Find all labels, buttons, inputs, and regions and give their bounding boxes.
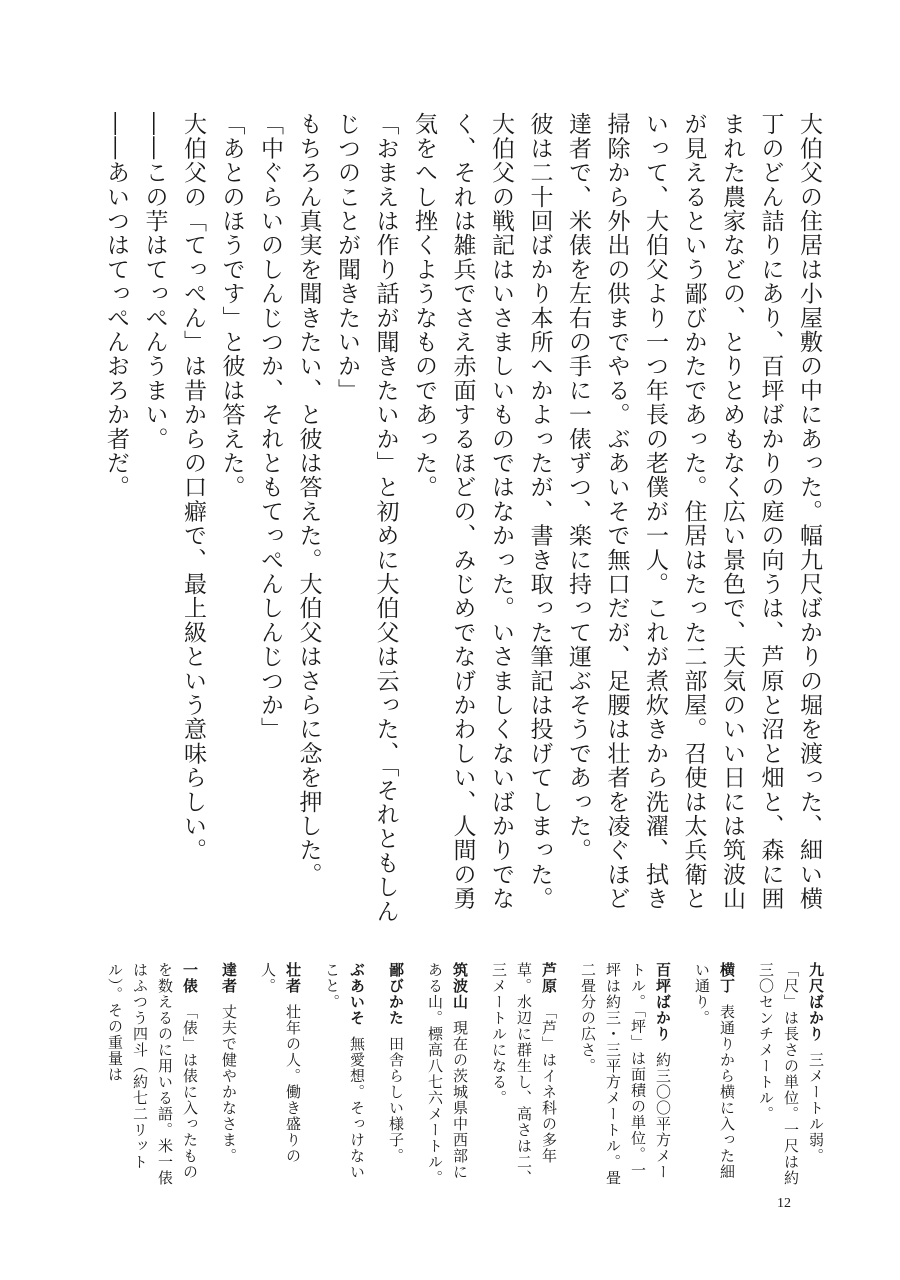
footnote-term: 一俵 xyxy=(181,962,199,994)
footnote xyxy=(689,962,739,1194)
footnote xyxy=(255,962,305,1194)
paragraph: 「中ぐらいのしんじつか、それともてっぺんしんじつか」 xyxy=(257,112,283,742)
footnote xyxy=(383,962,408,1194)
paragraph: 大伯父の住居は小屋敷の中にあった。幅九尺ばかりの堀を渡った、細い横丁のどん詰りにあり、百坪ばかりの庭の向うは、芦原と沼と畑と、森に囲まれた農家などの、とりとめもなく広い景色で、天気のいい日には筑波山が見えるという鄙びかたであった。住居はたった二部屋。召使は太兵衛といって、大伯父より一つ年長の老僕が一人。これが煮炊きから洗濯、拭き掃除から外出の供までやる。ぶあいそで無口だが、足腰は壮者を凌ぐほど達者で、米俵を左右の手に一俵ずつ、楽に持って運ぶそうであった。 xyxy=(565,112,822,911)
paragraph: 「あとのほうです」と彼は答えた。 xyxy=(218,112,245,500)
footnote-term: 達者 xyxy=(220,962,238,994)
footnote-definition: 約三〇〇平方メートル。「坪」は面積の単位。一坪は約三・三平方メートル。畳二畳分の広さ。 xyxy=(579,962,672,1186)
footnote-definition: 丈夫で健やかなさま。 xyxy=(220,1004,238,1164)
footnote-term: 芦原 xyxy=(540,962,558,994)
footnote-definition: 「俵」は俵に入ったものを数えるのに用いる語。米一俵はふつう四斗（約七二リットル）。その重量は xyxy=(106,962,199,1186)
footnote-term: ぶあいそ xyxy=(348,962,366,1026)
paragraph: 彼は二十回ばかり本所へかよったが、書き取った筆記は投げてしまった。大伯父の戦記はいさましいものではなかった。いさましくないばかりでなく、それは雑兵でさえ赤面するほどの、みじめでなげかわしい、人間の勇気をへし挫くようなものであった。 xyxy=(411,112,553,911)
footnote xyxy=(486,962,561,1194)
footnote-term: 鄙びかた xyxy=(387,962,405,1026)
footnote-definition: 田舎らしい様子。 xyxy=(387,1036,405,1164)
footnote-term: 筑波山 xyxy=(451,962,469,1010)
footnote-term: 横丁 xyxy=(718,962,736,994)
footnote-term: 壮者 xyxy=(284,962,302,994)
footnote-definition: 表通りから横に入った細い通り。 xyxy=(693,962,736,1180)
footnote-definition: 壮年の人。働き盛りの人。 xyxy=(259,962,302,1164)
footnote xyxy=(422,962,472,1194)
main-text xyxy=(103,112,828,932)
paragraph: 「おまえは作り話が聞きたいか」と初めに大伯父は云った、「それともしんじつのことが聞きたいか」 xyxy=(334,112,399,924)
paragraph: ――あいつはてっぺんおろか者だ。 xyxy=(103,112,129,500)
footnote-definition: 現在の茨城県中西部にある山。標高八七六メートル。 xyxy=(426,962,469,1186)
footnote-definition: 三メートル弱。「尺」は長さの単位。一尺は約三〇センチメートル。 xyxy=(757,962,825,1186)
footnote xyxy=(102,962,202,1194)
paragraph: 大伯父の「てっぺん」は昔からの口癖で、最上級という意味らしい。 xyxy=(180,112,206,863)
footnote xyxy=(753,962,828,1194)
footnotes xyxy=(106,962,828,1194)
page-number: 12 xyxy=(777,1196,791,1211)
footnote-term: 百坪ばかり xyxy=(654,962,672,1042)
footnote xyxy=(319,962,369,1194)
footnote xyxy=(216,962,241,1194)
footnote-definition: 「芦」はイネ科の多年草。水辺に群生し、高さは二、三メートルになる。 xyxy=(490,962,558,1186)
footnote-definition: 無愛想。そっけないこと。 xyxy=(323,962,366,1180)
paragraph: ――この芋はてっぺんうまい。 xyxy=(141,112,168,451)
paragraph: もちろん真実を聞きたい、と彼は答えた。大伯父はさらに念を押した。 xyxy=(295,112,322,887)
footnote-term: 九尺ばかり xyxy=(807,962,825,1042)
footnote xyxy=(575,962,675,1194)
